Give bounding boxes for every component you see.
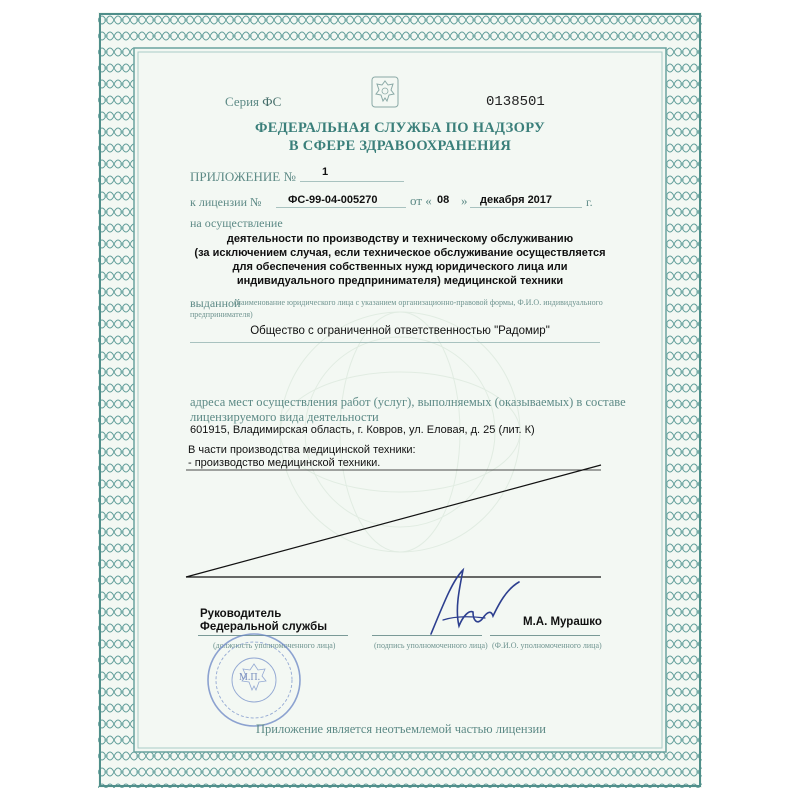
title-line-2: В СФЕРЕ ЗДРАВООХРАНЕНИЯ bbox=[288, 138, 512, 154]
license-year-suffix: г. bbox=[586, 195, 593, 209]
license-day: 08 bbox=[437, 194, 450, 206]
license-month-year: декабря 2017 bbox=[480, 194, 553, 206]
address-label-line-2: лицензируемого вида деятельности bbox=[190, 410, 379, 424]
position-line-2: Федеральной службы bbox=[200, 621, 328, 633]
activity-line-3: для обеспечения собственных нужд юридического лица или bbox=[232, 261, 568, 273]
position-hint: (должность уполномоченного лица) bbox=[213, 641, 336, 650]
issued-hint-line-1: (наименование юридического лица с указанием организационно-правовой формы, Ф.И.О. индивидуального bbox=[234, 298, 603, 307]
organization-name: Общество с ограниченной ответственностью "Радомир" bbox=[250, 325, 550, 337]
name-hint: (Ф.И.О. уполномоченного лица) bbox=[492, 641, 602, 650]
appendix-label: ПРИЛОЖЕНИЕ № bbox=[190, 169, 296, 184]
license-label: к лицензии № bbox=[190, 195, 262, 209]
form-number: 0138501 bbox=[486, 94, 545, 110]
appendix-number: 1 bbox=[322, 166, 329, 178]
license-date-from: от « bbox=[410, 193, 432, 208]
address-value: 601915, Владимирская область, г. Ковров, ул. Еловая, д. 25 (лит. К) bbox=[190, 424, 535, 436]
series-value: ФС bbox=[262, 94, 282, 109]
handwritten-signature bbox=[425, 560, 525, 640]
signature-hint: (подпись уполномоченного лица) bbox=[374, 641, 488, 650]
series-label-text: Серия bbox=[225, 94, 260, 109]
position-line-1: Руководитель bbox=[200, 608, 282, 620]
seal-label: М.П. bbox=[239, 672, 261, 683]
license-day-close: » bbox=[461, 193, 468, 208]
activity-line-1: деятельности по производству и техническому обслуживанию bbox=[226, 233, 574, 245]
activity-line-4: индивидуального предпринимателя) медицинской техники bbox=[236, 275, 564, 287]
address-label-line-1: адреса мест осуществления работ (услуг), выполняемых (оказываемых) в составе bbox=[190, 395, 626, 409]
title-line-1: ФЕДЕРАЛЬНАЯ СЛУЖБА ПО НАДЗОРУ bbox=[255, 120, 545, 136]
footer-note: Приложение является неотъемлемой частью лицензии bbox=[256, 722, 546, 736]
signer-name: М.А. Мурашко bbox=[523, 616, 602, 628]
issued-label: выданной bbox=[190, 296, 241, 310]
works-item: - производство медицинской техники. bbox=[188, 457, 381, 469]
issued-hint-line-2: предпринимателя) bbox=[190, 310, 253, 319]
license-number: ФС-99-04-005270 bbox=[288, 194, 378, 206]
works-heading: В части производства медицинской техники: bbox=[188, 444, 416, 456]
activity-label: на осуществление bbox=[190, 216, 283, 230]
activity-line-2: (за исключением случая, если техническое обслуживание осуществляется bbox=[194, 247, 606, 259]
